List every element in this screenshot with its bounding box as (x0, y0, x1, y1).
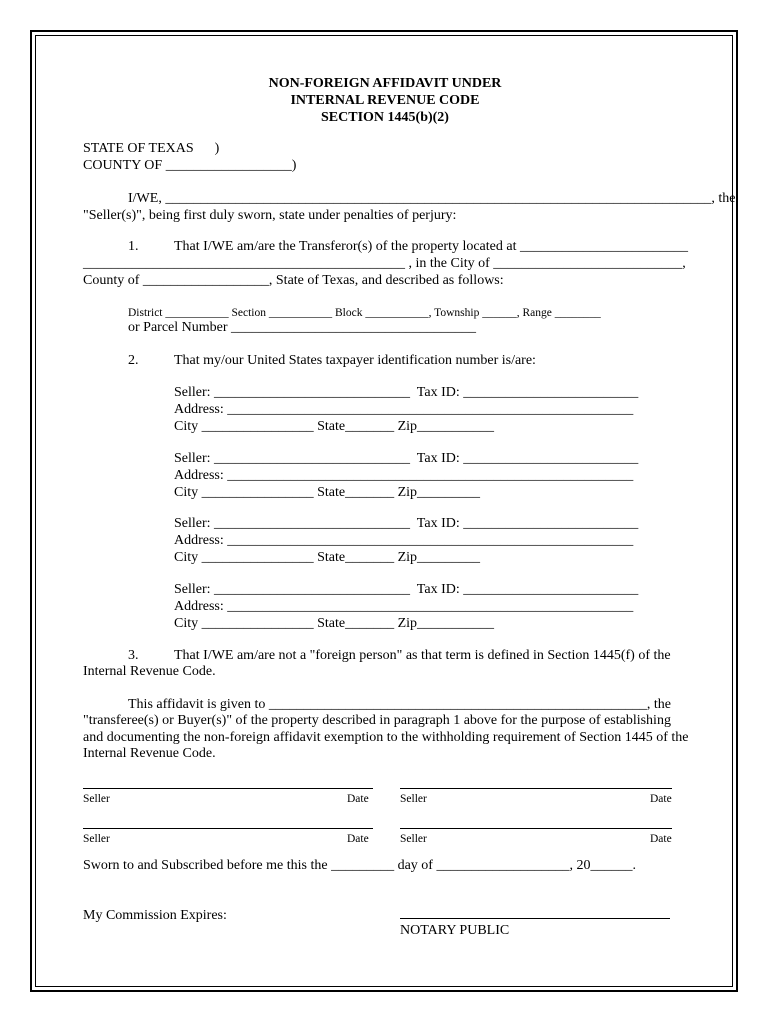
signature-date-label: Date (347, 793, 369, 805)
seller-3-line[interactable]: Seller: ____________________________ Tax ID: _________________________ (174, 516, 639, 531)
legal-description-line-2[interactable]: or Parcel Number ___________________________________ (128, 320, 477, 335)
signature-seller-label: Seller (83, 793, 110, 805)
seller-signature-line-4[interactable] (400, 828, 672, 829)
title-line-2: INTERNAL REVENUE CODE (290, 93, 480, 108)
page-border-inner (35, 35, 736, 987)
title-line-1: NON-FOREIGN AFFIDAVIT UNDER (268, 76, 502, 91)
state-line: STATE OF TEXAS ) (83, 141, 220, 156)
signature-seller-label: Seller (400, 793, 427, 805)
seller-1-line[interactable]: Seller: ____________________________ Tax ID: _________________________ (174, 385, 639, 400)
signature-seller-label: Seller (400, 833, 427, 845)
para2-text: That my/our United States taxpayer identification number is/are: (174, 353, 536, 368)
sworn-line[interactable]: Sworn to and Subscribed before me this the _________ day of ___________________, 20______. (83, 858, 636, 873)
seller-4-address[interactable]: Address: __________________________________________________________ (174, 599, 634, 614)
legal-description-line-1[interactable]: District ___________ Section ___________ Block ___________, Township ______, Range ________ (128, 307, 601, 319)
seller-signature-line-2[interactable] (400, 788, 672, 789)
para3-line-2: Internal Revenue Code. (83, 664, 216, 679)
signature-date-label: Date (650, 793, 672, 805)
affidavit-line-4: Internal Revenue Code. (83, 746, 216, 761)
signature-date-label: Date (650, 833, 672, 845)
para3-number: 3. (128, 648, 139, 663)
seller-4-line[interactable]: Seller: ____________________________ Tax ID: _________________________ (174, 582, 639, 597)
seller-1-city[interactable]: City ________________ State_______ Zip___________ (174, 419, 495, 434)
county-line: COUNTY OF __________________) (83, 158, 297, 173)
commission-expires-label: My Commission Expires: (83, 908, 227, 923)
para1-line-3[interactable]: County of __________________, State of Texas, and described as follows: (83, 273, 504, 288)
seller-3-address[interactable]: Address: __________________________________________________________ (174, 533, 634, 548)
sellers-sworn-line: "Seller(s)", being first duly sworn, state under penalties of perjury: (83, 208, 457, 223)
signature-seller-label: Seller (83, 833, 110, 845)
seller-2-address[interactable]: Address: __________________________________________________________ (174, 468, 634, 483)
title-line-3: SECTION 1445(b)(2) (321, 110, 449, 125)
para3-line-1: That I/WE am/are not a "foreign person" as that term is defined in Section 1445(f) of the (174, 648, 671, 663)
seller-signature-line-1[interactable] (83, 788, 373, 789)
affidavit-line-1[interactable]: This affidavit is given to ______________________________________________________, the (128, 697, 671, 712)
para1-line-2[interactable]: ______________________________________________ , in the City of ___________________________, (83, 256, 686, 271)
para1-line-1[interactable]: That I/WE am/are the Transferor(s) of the property located at ________________________ (174, 239, 688, 254)
seller-2-line[interactable]: Seller: ____________________________ Tax ID: _________________________ (174, 451, 639, 466)
seller-3-city[interactable]: City ________________ State_______ Zip_________ (174, 550, 481, 565)
notary-signature-line[interactable] (400, 918, 670, 919)
iwe-line[interactable]: I/WE, ______________________________________________________________________________, the (128, 191, 736, 206)
seller-4-city[interactable]: City ________________ State_______ Zip___________ (174, 616, 495, 631)
seller-1-address[interactable]: Address: __________________________________________________________ (174, 402, 634, 417)
affidavit-line-3: and documenting the non-foreign affidavit exemption to the withholding requirement of Section 1445 of the (83, 730, 689, 745)
notary-public-label: NOTARY PUBLIC (400, 923, 510, 938)
signature-date-label: Date (347, 833, 369, 845)
seller-2-city[interactable]: City ________________ State_______ Zip_________ (174, 485, 481, 500)
para1-number: 1. (128, 239, 139, 254)
seller-signature-line-3[interactable] (83, 828, 373, 829)
para2-number: 2. (128, 353, 139, 368)
affidavit-line-2: "transferee(s) or Buyer(s)" of the property described in paragraph 1 above for the purpose of establishing (83, 713, 671, 728)
